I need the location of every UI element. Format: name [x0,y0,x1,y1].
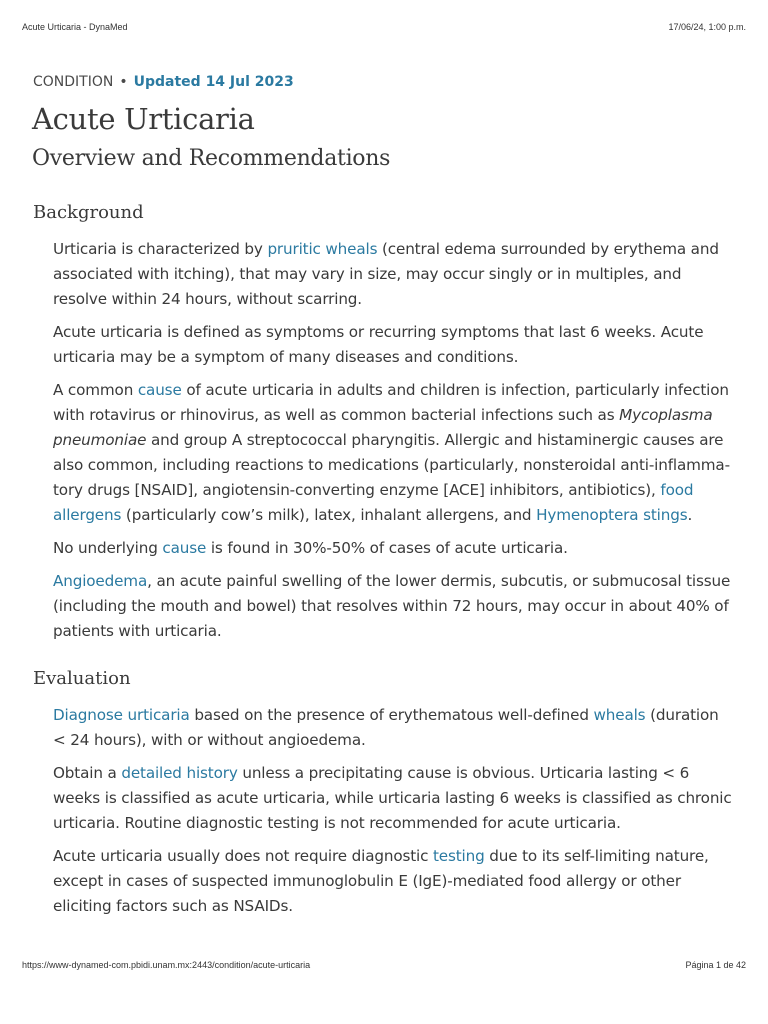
content-type-label: CONDITION [33,74,114,90]
inline-link[interactable]: cause [162,539,207,557]
paragraph [53,569,733,644]
inline-link[interactable]: Hymenoptera stings [536,506,688,524]
text-segment: (central edema surrounded by erythema and associated with itching), that may vary in size, may occur singly or in multiples, and resolve within 24 hours, without scarring. [53,240,719,308]
text-segment: A common [53,381,138,399]
paragraph [53,844,733,919]
inline-link[interactable]: pruritic wheals [267,240,378,258]
inline-link[interactable]: food allergens [53,481,694,524]
inline-link[interactable]: wheals [593,706,646,724]
text-segment: Obtain a [53,764,122,782]
text-segment: . [687,506,693,524]
paragraph [53,703,733,753]
text-segment: , an acute painful swelling of the lower dermis, subcutis, or submucosal tissue (including the mouth and bowel) that resolves within 72 hours, may occur in about 40% of patients with urticaria. [53,572,731,640]
paragraph [53,320,733,370]
print-footer-page: Página 1 de 42 [685,960,746,970]
inline-link[interactable]: Diagnose urticaria [53,706,190,724]
print-footer-url: https://www-dynamed-com.pbidi.unam.mx:2443/condition/acute-urticaria [22,960,311,970]
text-segment: due to its self-limiting nature, except in cases of suspected immunoglobulin E (IgE)-mediated food allergy or other eliciting factors such as NSAIDs. [53,847,709,915]
text-segment: (particularly cow’s milk), latex, inhalant allergens, and [121,506,537,524]
print-header [22,22,746,32]
text-segment: No underlying [53,539,163,557]
separator-dot: • [119,74,128,90]
inline-link[interactable]: testing [432,847,485,865]
text-segment: Urticaria is characterized by [53,240,268,258]
section-heading: Evaluation [33,668,131,689]
section-evaluation [33,668,733,927]
article-meta [33,74,294,90]
text-segment: unless a precipitating cause is obvious. Urticaria lasting < 6 weeks is classified as acute urticaria, while urticaria lasting 6 weeks is classified as chronic urticaria. Routine diagnostic testing is not recommended for acute urticaria. [53,764,732,832]
text-segment: and group A streptococcal pharyngitis. Allergic and histaminergic causes are also common, including reactions to medications (particularly, nonsteroidal anti-inflammatory drugs [NSAID], angiotensin-converting enzyme [ACE] inhibitors, antibiotics), [53,431,731,499]
inline-link[interactable]: Angioedema [53,572,148,590]
section-heading: Background [33,202,144,223]
text-segment: (duration < 24 hours), with or without angioedema. [53,706,719,749]
text-segment: is found in 30%-50% of cases of acute urticaria. [206,539,568,557]
paragraph [53,237,733,312]
section-background [33,202,733,652]
italic-text: Mycoplasma pneumoniae [53,406,713,449]
page-subtitle: Overview and Recommendations [32,146,391,171]
text-segment: Acute urticaria usually does not require diagnostic [53,847,433,865]
print-header-datetime: 17/06/24, 1:00 p.m. [668,22,746,32]
inline-link[interactable]: cause [137,381,182,399]
updated-date[interactable]: Updated 14 Jul 2023 [133,74,294,90]
paragraph [53,761,733,836]
print-header-title: Acute Urticaria - DynaMed [22,22,128,32]
text-segment: of acute urticaria in adults and children is infection, particularly infection with rotavirus or rhinovirus, as well as common bacterial infections such as [53,381,729,424]
paragraph [53,378,733,528]
print-footer [22,960,746,970]
paragraph [53,536,733,561]
page-title: Acute Urticaria [32,102,255,136]
text-segment: based on the presence of erythematous well-defined [189,706,594,724]
text-segment: Acute urticaria is defined as symptoms or recurring symptoms that last 6 weeks. Acute urticaria may be a symptom of many diseases and conditions. [53,323,704,366]
inline-link[interactable]: detailed history [121,764,238,782]
